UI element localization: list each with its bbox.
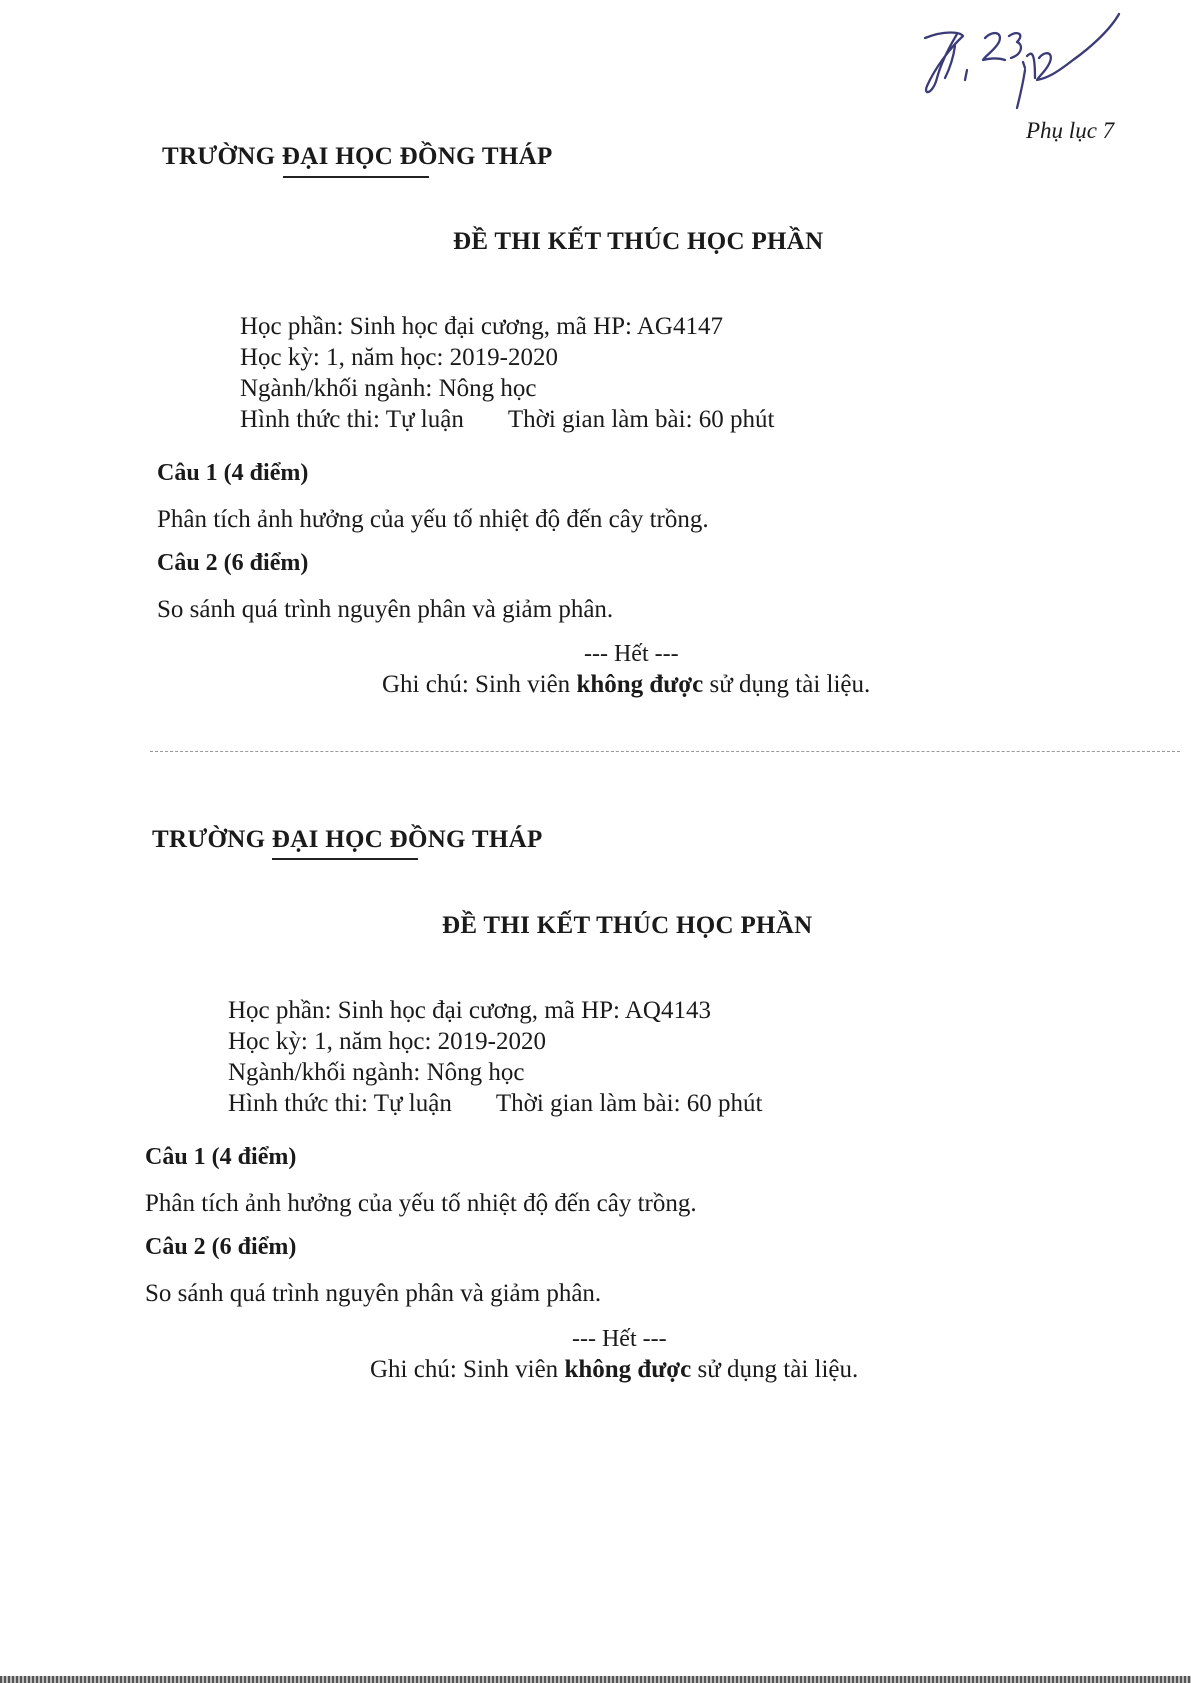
major-line: Ngành/khối ngành: Nông học [240, 375, 537, 402]
exam-duration: Thời gian làm bài: 60 phút [507, 406, 775, 433]
school-underline [272, 858, 418, 860]
exam-form: Hình thức thi: Tự luận [240, 406, 464, 433]
note-emphasis: không được [564, 1356, 692, 1383]
question-1-text: Phân tích ảnh hưởng của yếu tố nhiệt độ đến cây trồng. [157, 506, 709, 533]
question-1-text: Phân tích ảnh hưởng của yếu tố nhiệt độ đến cây trồng. [145, 1190, 697, 1217]
exam-form: Hình thức thi: Tự luận [228, 1090, 452, 1117]
question-2-heading: Câu 2 (6 điểm) [157, 550, 309, 576]
end-mark: --- Hết --- [584, 641, 679, 667]
exam-note: Ghi chú: Sinh viên không được sử dụng tài liệu. [370, 1356, 859, 1383]
school-underline [283, 176, 429, 178]
scan-bottom-edge [0, 1676, 1191, 1683]
semester-line: Học kỳ: 1, năm học: 2019-2020 [228, 1028, 547, 1055]
school-name: TRƯỜNG ĐẠI HỌC ĐỒNG THÁP [152, 826, 543, 853]
question-1-heading: Câu 1 (4 điểm) [157, 460, 309, 486]
exam-form-line [240, 404, 775, 435]
school-name: TRƯỜNG ĐẠI HỌC ĐỒNG THÁP [162, 143, 553, 170]
question-1-heading: Câu 1 (4 điểm) [145, 1144, 297, 1170]
handwritten-signature [905, 8, 1130, 113]
exam-title: ĐỀ THI KẾT THÚC HỌC PHẦN [442, 912, 813, 939]
question-2-text: So sánh quá trình nguyên phân và giảm phân. [157, 596, 614, 623]
exam-info [240, 311, 775, 435]
end-mark: --- Hết --- [572, 1326, 667, 1352]
question-2-heading: Câu 2 (6 điểm) [145, 1234, 297, 1260]
cut-line-divider [150, 751, 1180, 752]
exam-info [228, 995, 763, 1119]
question-2-text: So sánh quá trình nguyên phân và giảm phân. [145, 1280, 602, 1307]
course-line: Học phần: Sinh học đại cương, mã HP: AG4147 [240, 313, 723, 340]
semester-line: Học kỳ: 1, năm học: 2019-2020 [240, 344, 559, 371]
exam-duration: Thời gian làm bài: 60 phút [495, 1090, 763, 1117]
exam-note: Ghi chú: Sinh viên không được sử dụng tài liệu. [382, 671, 871, 698]
exam-form-line [228, 1088, 763, 1119]
major-line: Ngành/khối ngành: Nông học [228, 1059, 525, 1086]
note-emphasis: không được [576, 671, 704, 698]
appendix-label: Phụ lục 7 [1026, 118, 1115, 143]
course-line: Học phần: Sinh học đại cương, mã HP: AQ4143 [228, 997, 711, 1024]
exam-title: ĐỀ THI KẾT THÚC HỌC PHẦN [453, 228, 824, 255]
